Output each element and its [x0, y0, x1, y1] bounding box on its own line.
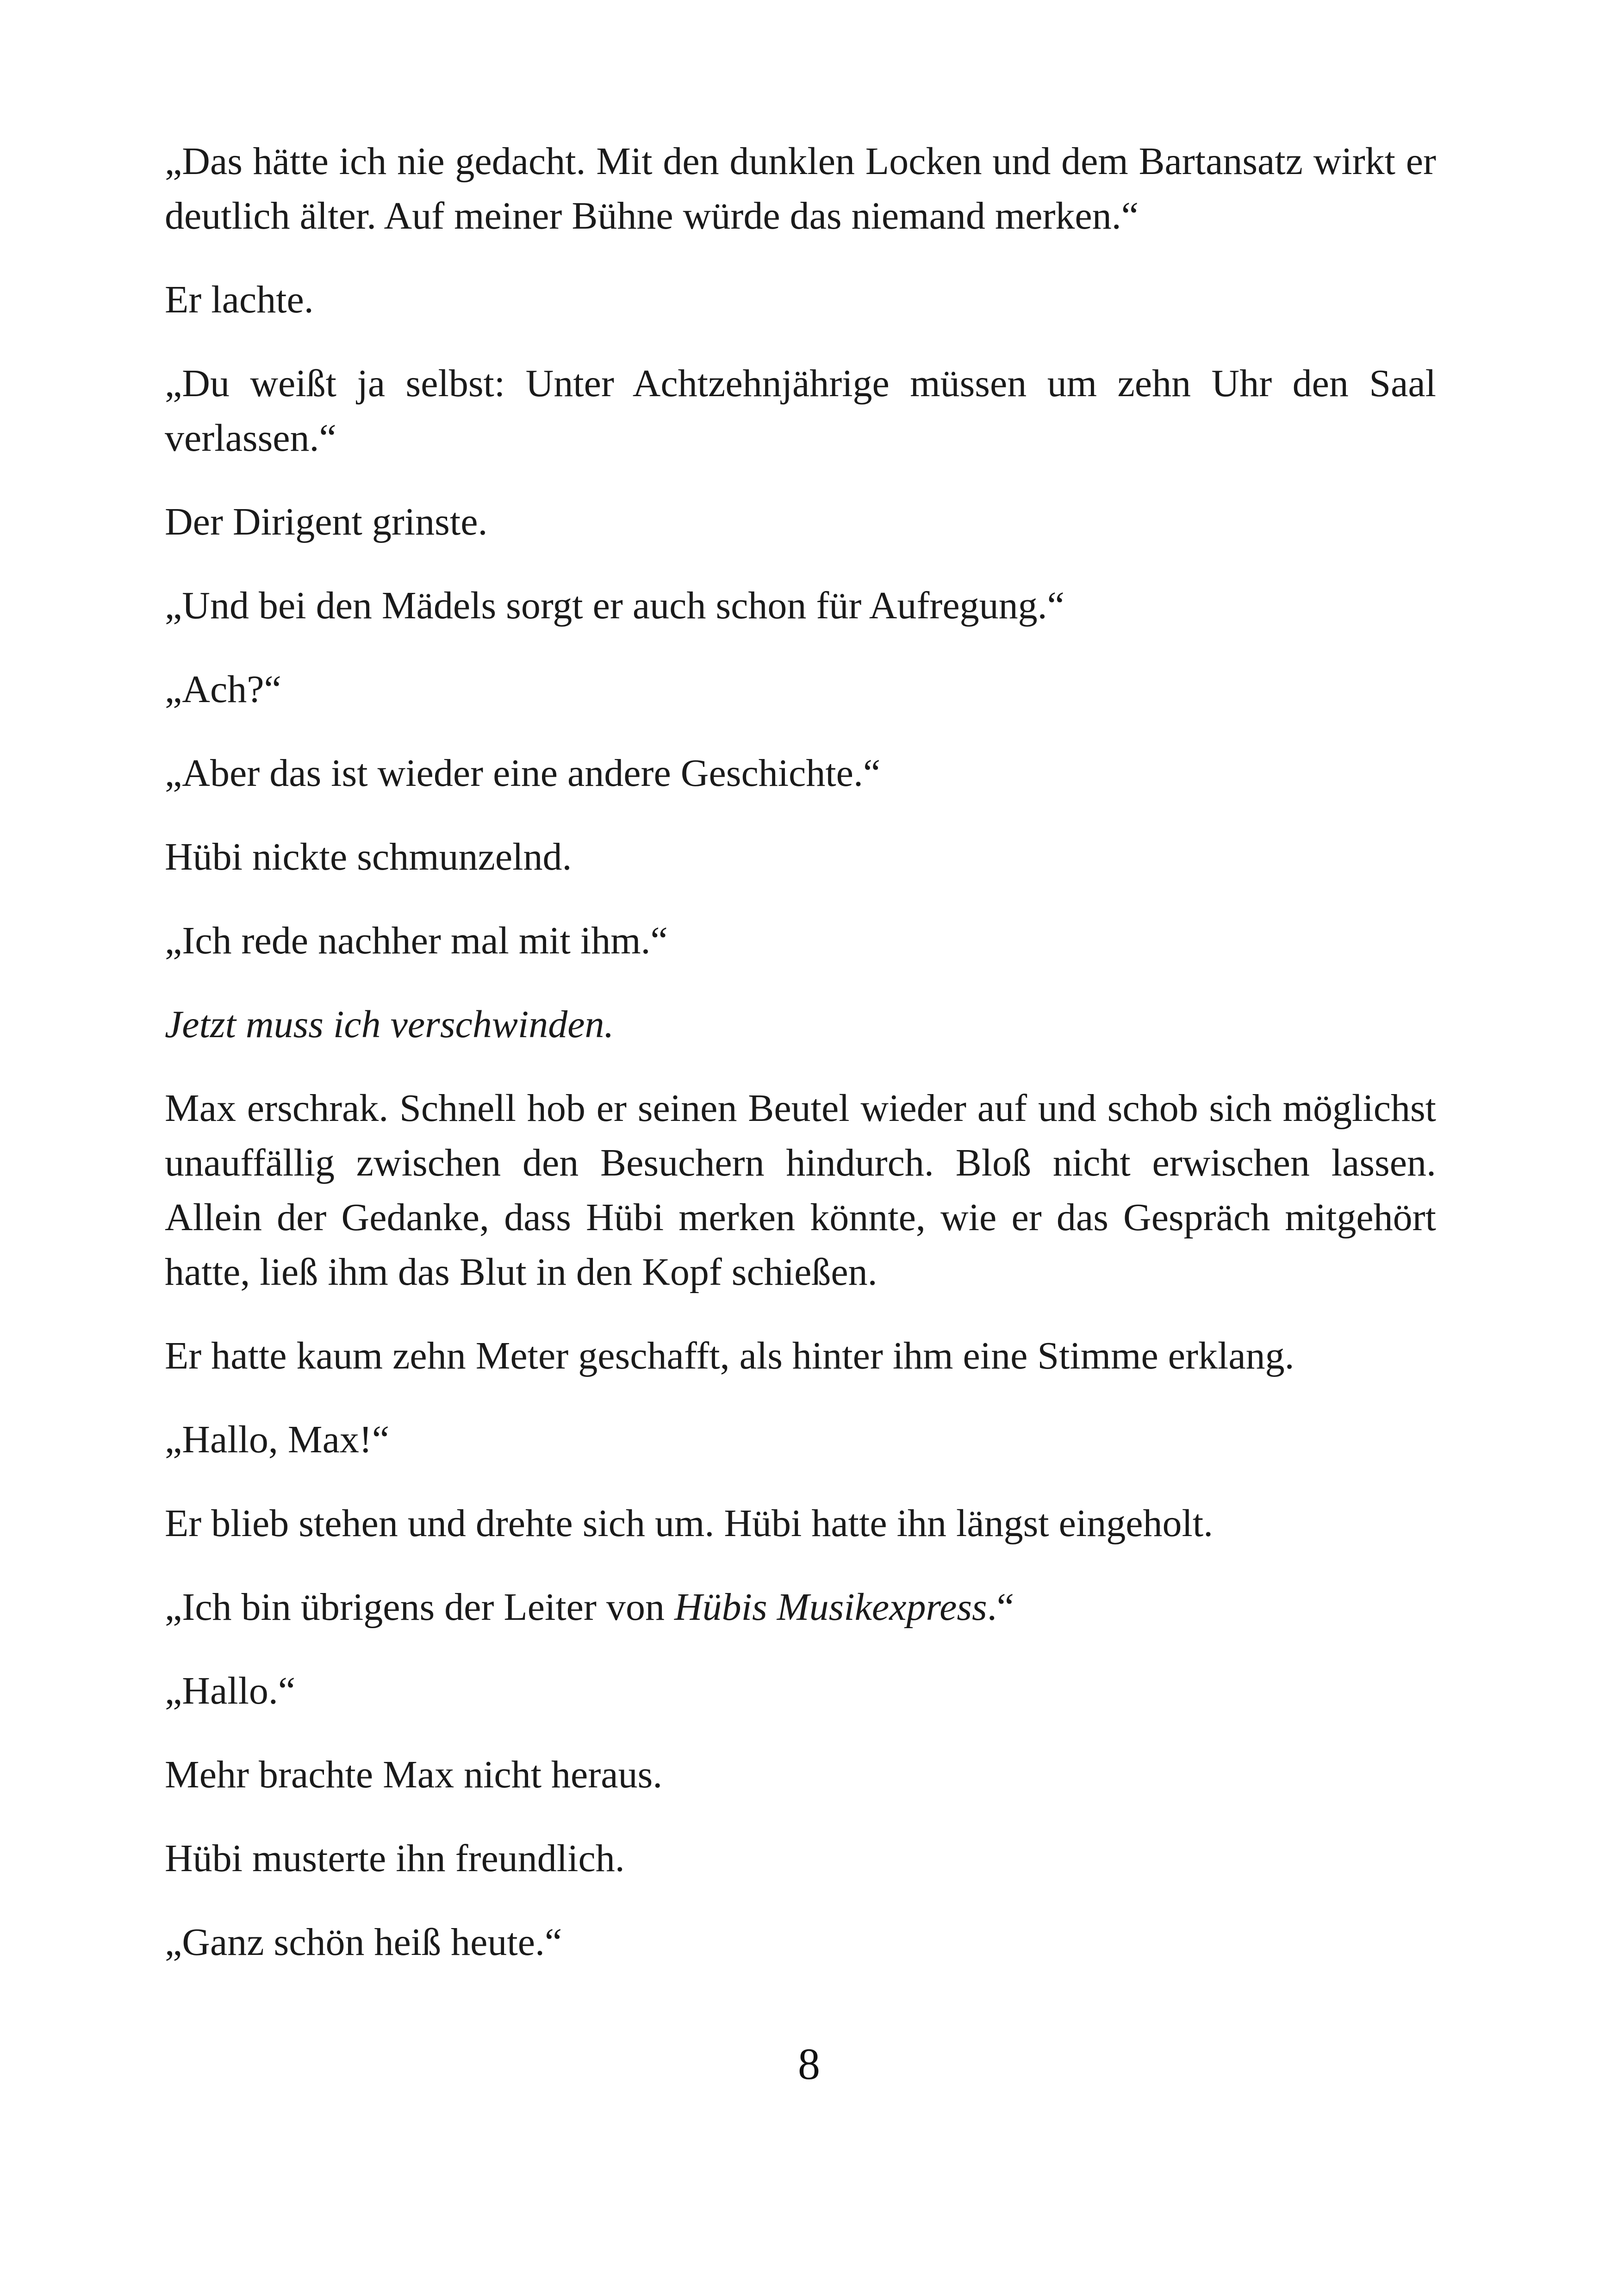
paragraph: [165, 356, 1436, 466]
paragraph-text: Mehr brachte Max nicht heraus.: [165, 1753, 663, 1796]
paragraph: [165, 579, 1436, 633]
paragraph-text: „Und bei den Mädels sorgt er auch schon für Aufregung.“: [165, 584, 1064, 627]
paragraph: [165, 997, 1436, 1052]
paragraph: [165, 1831, 1436, 1886]
paragraph: [165, 746, 1436, 801]
paragraph-text: Er hatte kaum zehn Meter geschafft, als hinter ihm eine Stimme erklang.: [165, 1334, 1294, 1377]
body-text: [165, 134, 1436, 1999]
paragraph: [165, 1496, 1436, 1551]
paragraph: [165, 1580, 1436, 1635]
paragraph-text: „Hallo, Max!“: [165, 1418, 390, 1461]
paragraph: [165, 134, 1436, 243]
paragraph: [165, 273, 1436, 327]
paragraph-text: „Ich bin übrigens der Leiter von: [165, 1586, 674, 1629]
paragraph-text: Max erschrak. Schnell hob er seinen Beutel wieder auf und schob sich möglichst unauffällig zwischen den Besuchern hindurch. Bloß nicht erwischen lassen. Allein der Gedanke, dass Hübi merken könnte, wie er das Gespräch mitgehört hatte, ließ ihm das Blut in den Kopf schießen.: [165, 1087, 1436, 1294]
paragraph: [165, 1412, 1436, 1467]
paragraph: [165, 914, 1436, 968]
paragraph: [165, 495, 1436, 549]
paragraph: [165, 1081, 1436, 1300]
paragraph: [165, 1329, 1436, 1383]
paragraph-text: „Ach?“: [165, 668, 281, 711]
paragraph: [165, 1915, 1436, 1970]
paragraph-text: Der Dirigent grinste.: [165, 500, 488, 543]
paragraph: [165, 662, 1436, 717]
paragraph-text: „Aber das ist wieder eine andere Geschichte.“: [165, 752, 881, 795]
italic-text: Hübis Musikexpress: [674, 1586, 987, 1629]
paragraph-text: .“: [987, 1586, 1014, 1629]
italic-text: Jetzt muss ich verschwinden.: [165, 1003, 614, 1046]
paragraph-text: „Ganz schön heiß heute.“: [165, 1921, 562, 1964]
paragraph: [165, 1748, 1436, 1802]
paragraph-text: Er lachte.: [165, 278, 314, 321]
paragraph-text: „Du weißt ja selbst: Unter Achtzehnjährige müssen um zehn Uhr den Saal verlassen.“: [165, 362, 1436, 460]
paragraph-text: Hübi musterte ihn freundlich.: [165, 1837, 625, 1880]
paragraph: [165, 830, 1436, 884]
paragraph: [165, 1664, 1436, 1718]
paragraph-text: Hübi nickte schmunzelnd.: [165, 835, 572, 878]
page-number: 8: [798, 2039, 820, 2089]
paragraph-text: „Das hätte ich nie gedacht. Mit den dunklen Locken und dem Bartansatz wirkt er deutlich älter. Auf meiner Bühne würde das niemand merken.“: [165, 140, 1436, 237]
paragraph-text: Er blieb stehen und drehte sich um. Hübi hatte ihn längst eingeholt.: [165, 1502, 1214, 1545]
paragraph-text: „Ich rede nachher mal mit ihm.“: [165, 919, 668, 962]
paragraph-text: „Hallo.“: [165, 1669, 296, 1712]
